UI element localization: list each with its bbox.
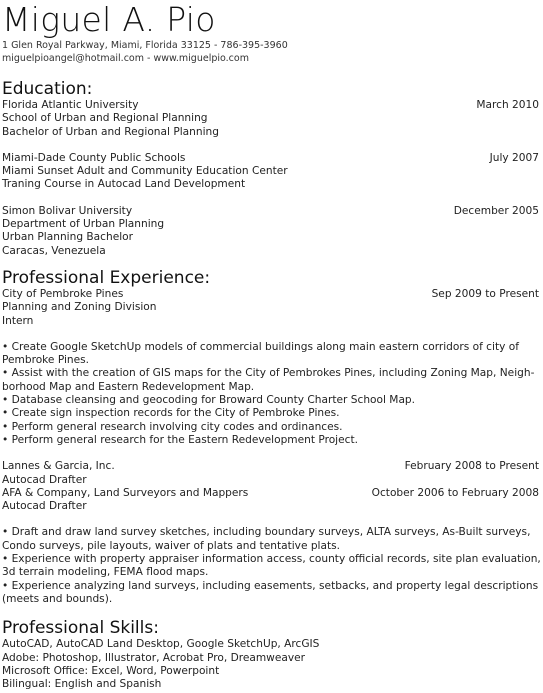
date: July 2007 xyxy=(489,151,539,164)
skill-line: AutoCAD, AutoCAD Land Desktop, Google SketchUp, ArcGIS xyxy=(2,638,320,651)
bullet-line: • Experience with property appraiser information access, county official records, site plan evaluation, xyxy=(2,553,541,566)
job-detail: Intern xyxy=(2,314,34,327)
education-entry xyxy=(2,205,539,258)
skill-line: Adobe: Photoshop, Illustrator, Acrobat Pro, Dreamweaver xyxy=(2,651,306,664)
education-detail: Traning Course in Autocad Land Development xyxy=(2,178,246,191)
bullet-line: Pembroke Pines. xyxy=(2,354,90,367)
date: October 2006 to February 2008 xyxy=(371,486,539,499)
education-heading: Education: xyxy=(2,79,93,99)
contact-address-phone: 1 Glen Royal Parkway, Miami, Florida 33125 - 786-395-3960 xyxy=(2,40,288,51)
bullet-line: • Experience analyzing land surveys, including easements, setbacks, and property legal descriptions xyxy=(2,579,539,592)
education-detail: Urban Planning Bachelor xyxy=(2,231,134,244)
job-bullets xyxy=(2,526,539,606)
bullet-line: • Draft and draw land survey sketches, including boundary surveys, ALTA surveys, As-Built surveys, xyxy=(2,526,531,539)
skill-line: Bilingual: English and Spanish xyxy=(2,678,162,691)
education-entry xyxy=(2,99,539,139)
bullet-line: • Create Google SketchUp models of commercial buildings along main eastern corridors of city of xyxy=(2,340,519,353)
bullet-line: (meets and bounds). xyxy=(2,592,113,605)
institution: Florida Atlantic University xyxy=(2,99,139,111)
job-entry xyxy=(2,460,539,487)
bullet-line: borhood Map and Eastern Redevelopment Map. xyxy=(2,380,255,393)
education-entry xyxy=(2,152,539,192)
job-role: Autocad Drafter xyxy=(2,473,87,486)
date: December 2005 xyxy=(453,204,539,217)
bullet-line: • Create sign inspection records for the City of Pembroke Pines. xyxy=(2,407,340,420)
experience-heading: Professional Experience: xyxy=(2,267,211,288)
job-entry xyxy=(2,288,539,328)
employer: Lannes & Garcia, Inc. xyxy=(2,460,115,473)
job-role: Autocad Drafter xyxy=(2,500,87,513)
date: March 2010 xyxy=(476,99,539,111)
bullet-line: • Perform general research for the Eastern Redevelopment Project. xyxy=(2,433,358,446)
bullet-line: • Database cleansing and geocoding for Broward County Charter School Map. xyxy=(2,394,416,407)
skills-heading: Professional Skills: xyxy=(2,618,159,639)
contact-email-website: miguelpioangel@hotmail.com - www.miguelpio.com xyxy=(2,53,249,64)
job-bullets xyxy=(2,341,539,447)
institution: Miami-Dade County Public Schools xyxy=(2,151,186,164)
job-detail: Planning and Zoning Division xyxy=(2,301,157,314)
education-detail: Bachelor of Urban and Regional Planning xyxy=(2,125,219,138)
education-detail: School of Urban and Regional Planning xyxy=(2,112,208,125)
bullet-line: • Perform general research involving city codes and ordinances. xyxy=(2,420,343,433)
resume-name: Miguel A. Pio xyxy=(2,0,216,39)
date: Sep 2009 to Present xyxy=(431,287,539,300)
job-entry xyxy=(2,487,539,514)
employer: City of Pembroke Pines xyxy=(2,287,124,300)
skill-line: Microsoft Office: Excel, Word, Powerpoint xyxy=(2,664,220,677)
education-detail: Caracas, Venezuela xyxy=(2,244,106,257)
date: February 2008 to Present xyxy=(404,460,539,473)
bullet-line: 3d terrain modeling, FEMA flood maps. xyxy=(2,566,209,579)
resume-page xyxy=(2,0,539,691)
bullet-line: Condo surveys, pile layouts, waiver of plats and tentative plats. xyxy=(2,539,341,552)
education-detail: Department of Urban Planning xyxy=(2,218,165,231)
education-detail: Miami Sunset Adult and Community Education Center xyxy=(2,165,288,178)
institution: Simon Bolivar University xyxy=(2,204,133,217)
bullet-line: • Assist with the creation of GIS maps for the City of Pembrokes Pines, including Zoning Map, Neigh- xyxy=(2,367,535,380)
employer: AFA & Company, Land Surveyors and Mappers xyxy=(2,486,249,499)
